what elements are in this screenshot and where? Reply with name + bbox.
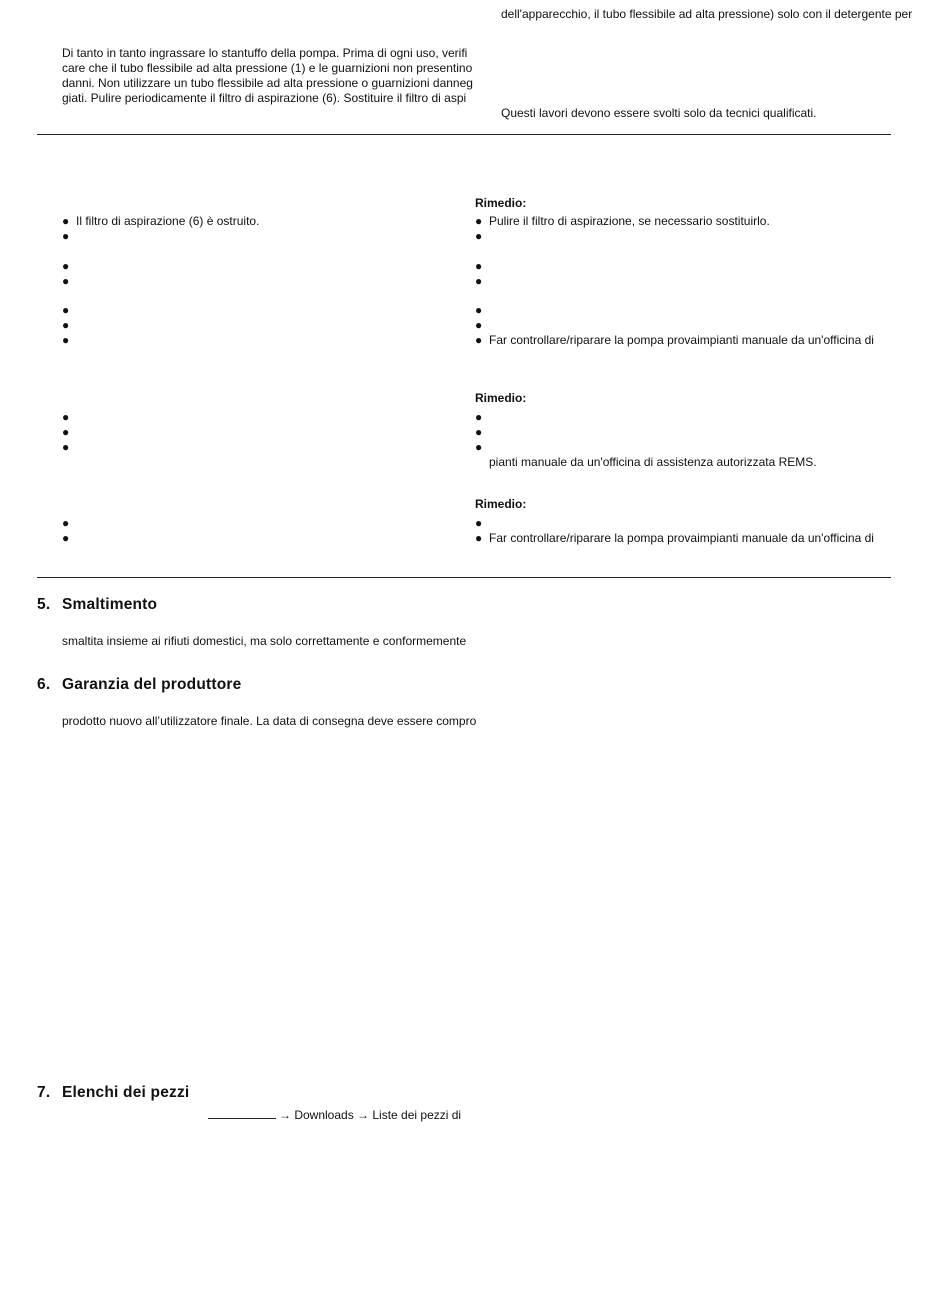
bullet-icon: ● bbox=[62, 274, 70, 288]
bullet-icon: ● bbox=[475, 259, 483, 273]
remedy-item bbox=[475, 531, 874, 546]
bullet-icon: ● bbox=[62, 318, 70, 332]
remedy-item bbox=[475, 214, 770, 229]
cause-item bbox=[62, 229, 76, 244]
remedy-item bbox=[475, 516, 489, 531]
cause-item bbox=[62, 274, 76, 289]
section-number: 7. bbox=[37, 1084, 51, 1101]
top-right-text-1: dell'apparecchio, il tubo flessibile ad alta pressione) solo con il detergente per bbox=[501, 7, 913, 21]
cause-item bbox=[62, 425, 76, 440]
bullet-icon: ● bbox=[62, 229, 70, 243]
cause-item bbox=[62, 531, 76, 546]
cause-item bbox=[62, 333, 76, 348]
paragraph-line: Di tanto in tanto ingrassare lo stantuffo della pompa. Prima di ogni uso, verifi bbox=[62, 46, 468, 60]
remedy-item bbox=[475, 425, 489, 440]
remedy-item bbox=[475, 229, 489, 244]
bullet-icon: ● bbox=[62, 214, 70, 228]
paragraph-line: care che il tubo flessibile ad alta pressione (1) e le guarnizioni non presentino bbox=[62, 61, 473, 75]
section-heading-5 bbox=[37, 596, 157, 614]
paragraph-line: danni. Non utilizzare un tubo flessibile ad alta pressione o guarnizioni danneg bbox=[62, 76, 473, 90]
paragraph-line: giati. Pulire periodicamente il filtro di aspirazione (6). Sostituire il filtro di aspi bbox=[62, 91, 467, 105]
cause-item bbox=[62, 303, 76, 318]
bullet-icon: ● bbox=[62, 259, 70, 273]
cause-item bbox=[62, 516, 76, 531]
remedy-item bbox=[475, 274, 489, 289]
bullet-icon: ● bbox=[475, 440, 483, 454]
bullet-icon: ● bbox=[62, 440, 70, 454]
bullet-icon: ● bbox=[475, 425, 483, 439]
bullet-icon: ● bbox=[475, 214, 483, 228]
remedy-item bbox=[475, 303, 489, 318]
section-text: smaltita insieme ai rifiuti domestici, ma solo correttamente e conformemente bbox=[62, 634, 467, 648]
remedy-label: Rimedio: bbox=[475, 391, 527, 405]
section-text: → Downloads → Liste dei pezzi di bbox=[279, 1108, 462, 1122]
bullet-icon: ● bbox=[62, 425, 70, 439]
top-right-text-2: Questi lavori devono essere svolti solo da tecnici qualificati. bbox=[501, 106, 817, 120]
remedy-item bbox=[475, 259, 489, 274]
bullet-icon: ● bbox=[62, 531, 70, 545]
bullet-icon: ● bbox=[475, 410, 483, 424]
bullet-icon: ● bbox=[62, 516, 70, 530]
section-number: 6. bbox=[37, 676, 51, 693]
section-heading-7 bbox=[37, 1084, 189, 1102]
bullet-icon: ● bbox=[62, 333, 70, 347]
section-text: prodotto nuovo all’utilizzatore finale. La data di consegna deve essere compro bbox=[62, 714, 477, 728]
section-number: 5. bbox=[37, 596, 51, 613]
bullet-icon: ● bbox=[475, 318, 483, 332]
remedy-text: Pulire il filtro di aspirazione, se necessario sostituirlo. bbox=[489, 214, 770, 228]
remedy-text: Far controllare/riparare la pompa provaimpianti manuale da un'officina di bbox=[489, 531, 874, 545]
bullet-icon: ● bbox=[62, 410, 70, 424]
remedy-label: Rimedio: bbox=[475, 196, 527, 210]
remedy-item bbox=[475, 410, 489, 425]
top-left-paragraph bbox=[62, 46, 473, 106]
remedy-item bbox=[475, 440, 489, 455]
section-heading-6 bbox=[37, 676, 241, 694]
parts-list-line bbox=[208, 1107, 461, 1123]
cause-item bbox=[62, 214, 259, 229]
divider bbox=[37, 577, 891, 578]
section-title: Garanzia del produttore bbox=[62, 676, 242, 693]
bullet-icon: ● bbox=[475, 274, 483, 288]
bullet-icon: ● bbox=[475, 531, 483, 545]
cause-item bbox=[62, 259, 76, 274]
bullet-icon: ● bbox=[475, 303, 483, 317]
remedy-continuation: pianti manuale da un'officina di assistenza autorizzata REMS. bbox=[489, 455, 817, 469]
cause-item bbox=[62, 318, 76, 333]
remedy-item bbox=[475, 333, 874, 348]
remedy-item bbox=[475, 318, 489, 333]
bullet-icon: ● bbox=[475, 516, 483, 530]
remedy-label: Rimedio: bbox=[475, 497, 527, 511]
remedy-text: Far controllare/riparare la pompa provaimpianti manuale da un'officina di bbox=[489, 333, 874, 347]
bullet-icon: ● bbox=[62, 303, 70, 317]
link-placeholder[interactable] bbox=[208, 1107, 276, 1119]
divider bbox=[37, 134, 891, 135]
section-title: Elenchi dei pezzi bbox=[62, 1084, 190, 1101]
section-title: Smaltimento bbox=[62, 596, 158, 613]
cause-text: Il filtro di aspirazione (6) è ostruito. bbox=[76, 214, 260, 228]
cause-item bbox=[62, 410, 76, 425]
bullet-icon: ● bbox=[475, 333, 483, 347]
bullet-icon: ● bbox=[475, 229, 483, 243]
cause-item bbox=[62, 440, 76, 455]
